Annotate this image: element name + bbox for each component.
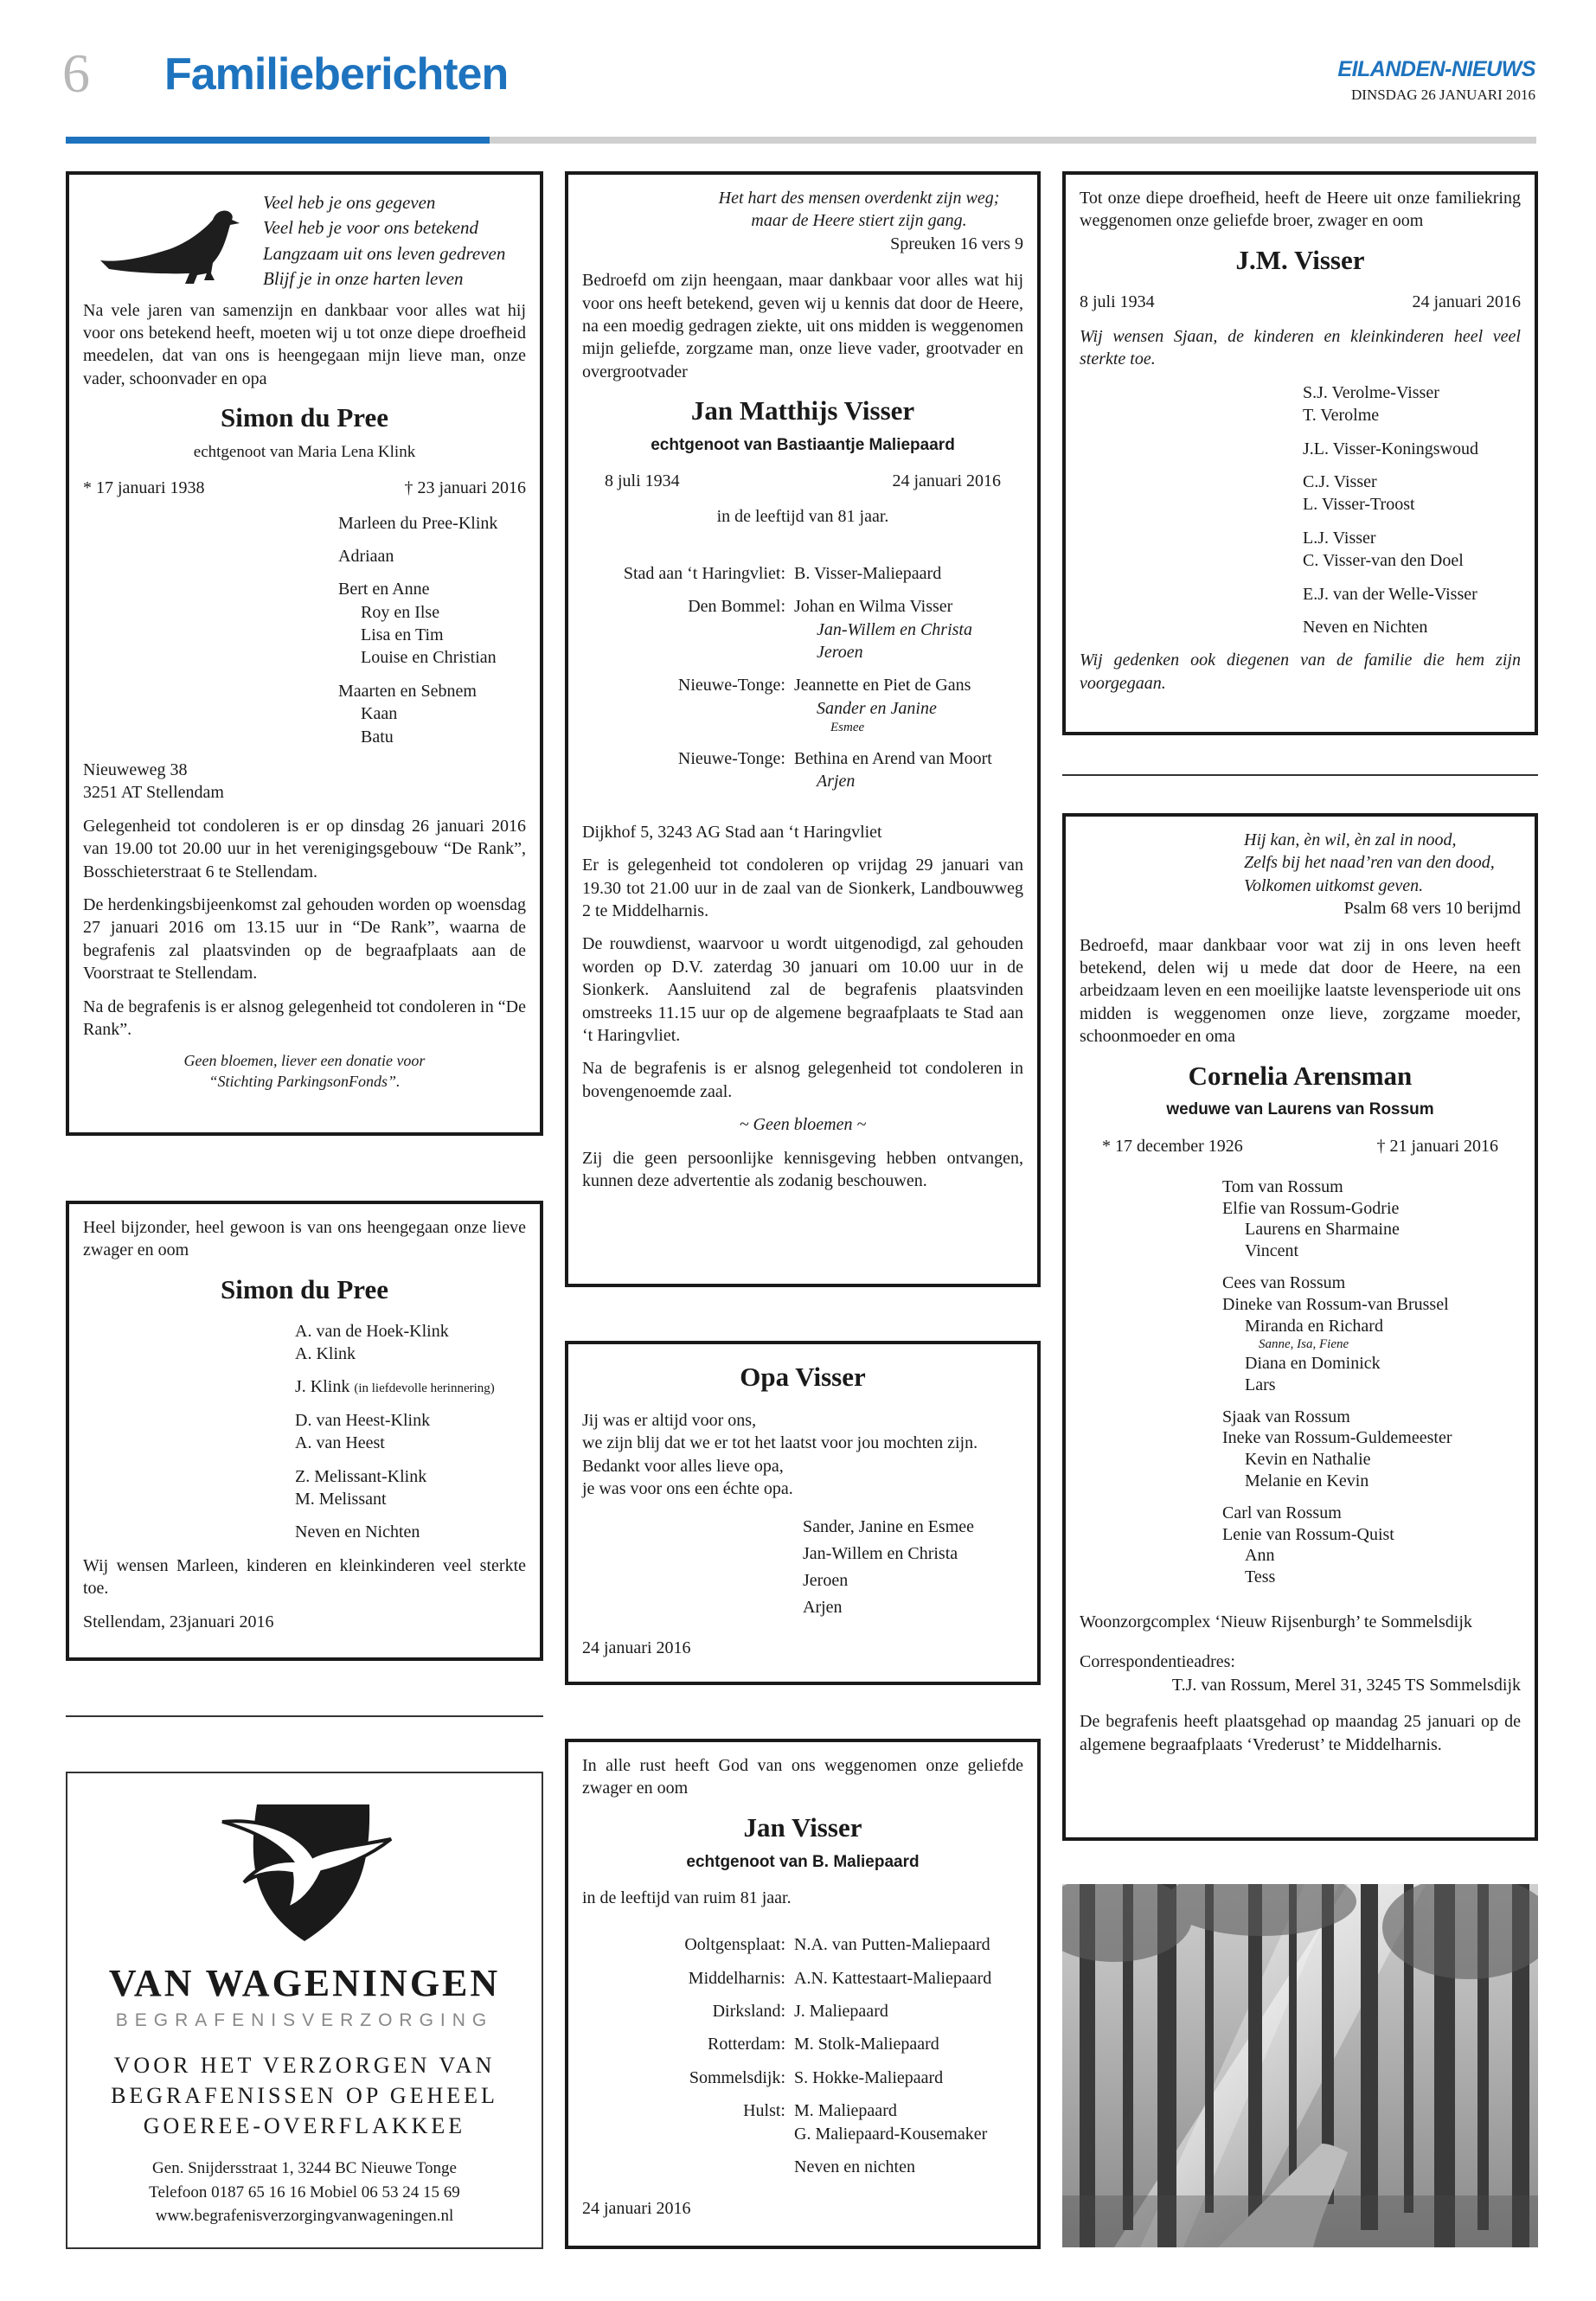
- poem-line: Blijf je in onze harten leven: [263, 268, 464, 290]
- deceased-name: Simon du Pree: [220, 1273, 389, 1304]
- relative-place: Nieuwe-Tonge:: [677, 676, 785, 695]
- family-name: E.J. van der Welle-Visser: [1303, 584, 1477, 604]
- relative-name: Esmee: [830, 721, 865, 735]
- page-number: 6: [62, 42, 90, 104]
- family-name: Tess: [1245, 1567, 1276, 1587]
- family-name: Z. Melissant-Klink: [295, 1466, 427, 1486]
- tribute-line: we zijn blij dat we er tot het laatst voor jou mochten zijn.: [582, 1433, 978, 1453]
- correspondence-address: T.J. van Rossum, Merel 31, 3245 TS Sommelsdijk: [1171, 1675, 1521, 1695]
- notice-intro: Tot onze diepe droefheid, heeft de Heere uit onze familiekring weggenomen onze geliefde broer, zwager en oom: [1080, 189, 1521, 231]
- family-name: Batu: [361, 727, 394, 747]
- tribute-line: je was voor ons een échte opa.: [582, 1479, 793, 1499]
- family-name: Louise en Christian: [361, 648, 497, 668]
- relative-place: Middelharnis:: [688, 1968, 785, 1988]
- family-name: Carl van Rossum: [1222, 1503, 1342, 1522]
- issue-date: DINSDAG 26 JANUARI 2016: [1351, 87, 1535, 103]
- funeral-info: De begrafenis heeft plaatsgehad op maandag 25 januari op de algemene begraafplaats ‘Vrederust’ te Middelharnis.: [1080, 1712, 1521, 1754]
- family-name: J.L. Visser-Koningswoud: [1303, 439, 1479, 458]
- undertaker-name: VAN WAGENINGEN: [108, 1962, 501, 2004]
- family-name: Adriaan: [338, 546, 394, 566]
- family-name: Tom van Rossum: [1222, 1176, 1343, 1196]
- family-name: Maarten en Sebnem: [338, 681, 477, 701]
- header-rule-accent: [66, 137, 490, 144]
- address-line: 3251 AT Stellendam: [83, 783, 224, 803]
- family-name: Dineke van Rossum-van Brussel: [1222, 1294, 1449, 1314]
- notice-intro: Na vele jaren van samenzijn en dankbaar voor alles wat hij voor ons betekend heeft, moeten wij u tot onze diepe droefheid meedelen, dat van ons is heengegaan mijn lieve man, onze vader, schoonvader en opa: [83, 300, 526, 388]
- family-name: L.J. Visser: [1303, 528, 1376, 548]
- relative-name: Johan en Wilma Visser: [794, 597, 953, 617]
- relative-name: J. Maliepaard: [794, 2001, 888, 2021]
- birth-date: * 17 januari 1938: [83, 478, 205, 498]
- undertaker-phone: Telefoon 0187 65 16 16 Mobiel 06 53 24 15 69: [149, 2182, 460, 2202]
- notice-opa-visser: [565, 1341, 1041, 1685]
- family-name: Lars: [1245, 1375, 1276, 1394]
- relative-place: Hulst:: [743, 2101, 785, 2121]
- relative-name: Arjen: [817, 772, 856, 792]
- notice-jan-visser: [565, 1739, 1041, 2249]
- notice-date: 24 januari 2016: [582, 1638, 691, 1658]
- notice-intro: Heel bijzonder, heel gewoon is van ons heengegaan onze lieve zwager en oom: [83, 1218, 526, 1260]
- death-date: 24 januari 2016: [1412, 292, 1521, 311]
- relative-name: N.A. van Putten-Maliepaard: [794, 1935, 990, 1955]
- deceased-name: Jan Matthijs Visser: [690, 395, 915, 426]
- deceased-name: Opa Visser: [740, 1362, 866, 1392]
- family-name: Jan-Willem en Christa: [803, 1544, 958, 1564]
- notice-footer: Zij die geen persoonlijke kennisgeving hebben ontvangen, kunnen deze advertentie als zodanig beschouwen.: [582, 1148, 1023, 1190]
- relative-name: A.N. Kattestaart-Maliepaard: [794, 1968, 992, 1988]
- notice-simon-du-pree-family: [66, 171, 543, 1136]
- family-name: Elfie van Rossum-Godrie: [1222, 1198, 1400, 1218]
- deceased-name: Jan Visser: [743, 1811, 862, 1843]
- family-name: Lisa en Tim: [361, 625, 444, 645]
- dove-shield-logo: [205, 1787, 404, 1952]
- deceased-name: J.M. Visser: [1235, 244, 1365, 275]
- pigeon-icon: [83, 187, 256, 291]
- family-name: Kevin en Nathalie: [1245, 1450, 1371, 1470]
- condolence-after: Na de begrafenis is er alsnog gelegenheid tot condoleren in “De Rank”.: [83, 997, 526, 1039]
- relative-place: Nieuwe-Tonge:: [677, 749, 785, 769]
- family-name: Arjen: [803, 1598, 843, 1618]
- relative-place: Ooltgensplaat:: [684, 1935, 785, 1955]
- family-name: Neven en nichten: [794, 2157, 915, 2176]
- section-title: Familieberichten: [164, 49, 509, 99]
- birth-date: 8 juli 1934: [605, 471, 680, 491]
- family-note: (in liefdevolle herinnering): [354, 1381, 495, 1396]
- residence-line: Woonzorgcomplex ‘Nieuw Rijsenburgh’ te Sommelsdijk: [1080, 1612, 1472, 1632]
- relative-place: Den Bommel:: [688, 597, 785, 617]
- poem-line: Veel heb je voor ons betekend: [263, 217, 478, 239]
- tribute-line: Bedankt voor alles lieve opa,: [582, 1456, 784, 1476]
- verse-reference: Spreuken 16 vers 9: [890, 234, 1023, 253]
- place-date: Stellendam, 23januari 2016: [83, 1612, 274, 1631]
- family-name: Jeroen: [803, 1571, 849, 1591]
- family-name: A. Klink: [295, 1344, 356, 1364]
- notice-date: 24 januari 2016: [582, 2199, 691, 2219]
- publication-logo: EILANDEN-NIEUWS: [1337, 57, 1535, 81]
- family-name: Ineke van Rossum-Guldemeester: [1222, 1428, 1452, 1448]
- family-name: M. Melissant: [295, 1490, 387, 1509]
- service-info: De rouwdienst, waarvoor u wordt uitgenodigd, zal gehouden worden op D.V. zaterdag 30 januari om 10.00 uur in de Sionkerk. Aansluitend zal de begrafenis plaatsvinden omstreeks 11.15 uur op de algemene begraafplaats te Stad aan ‘t Haringvliet.: [582, 934, 1023, 1045]
- notice-cornelia-arensman: [1062, 813, 1538, 1841]
- family-name: Sander, Janine en Esmee: [803, 1517, 975, 1537]
- family-name: Vincent: [1245, 1241, 1299, 1261]
- notice-jm-visser-siblings: [1062, 171, 1538, 735]
- spouse-line: weduwe van Laurens van Rossum: [1166, 1100, 1434, 1119]
- verse-line: Zelfs bij het naad’ren van den dood,: [1244, 853, 1495, 873]
- family-name: J. Klink: [295, 1377, 350, 1397]
- undertaker-subtitle: BEGRAFENISVERZORGING: [115, 2010, 494, 2030]
- relative-name: M. Maliepaard: [794, 2101, 897, 2121]
- closing-line: Wij gedenken ook diegenen van de familie die hem zijn voorgegaan.: [1080, 651, 1521, 693]
- family-name: Ann: [1245, 1546, 1275, 1566]
- family-name: Marleen du Pree-Klink: [338, 513, 498, 533]
- family-name: Neven en Nichten: [295, 1522, 420, 1542]
- age-line: in de leeftijd van 81 jaar.: [716, 506, 889, 526]
- verse-line: Hij kan, èn wil, èn zal in nood,: [1244, 830, 1457, 849]
- relative-place: Stad aan ‘t Haringvliet:: [623, 563, 785, 583]
- column-divider: [1062, 774, 1538, 776]
- relative-name: Bethina en Arend van Moort: [794, 749, 992, 769]
- family-name: Bert en Anne: [338, 580, 430, 599]
- closing-line: “Stichting ParkingsonFonds”.: [208, 1073, 401, 1091]
- no-flowers: ~ Geen bloemen ~: [739, 1115, 867, 1135]
- family-name: Sanne, Isa, Fiene: [1259, 1337, 1349, 1352]
- notice-jan-matthijs-visser: [565, 171, 1041, 1287]
- address-line: Nieuweweg 38: [83, 760, 188, 780]
- family-name: C. Visser-van den Doel: [1303, 551, 1464, 571]
- tagline: BEGRAFENISSEN OP GEHEEL: [111, 2083, 498, 2109]
- family-name: Kaan: [361, 704, 398, 724]
- tribute-line: Jij was er altijd voor ons,: [582, 1410, 757, 1430]
- condolence-info: Gelegenheid tot condoleren is er op dinsdag 26 januari 2016 van 19.00 tot 20.00 uur in het verenigingsgebouw “De Rank”, Bosschieterstraat 6 te Stellendam.: [83, 816, 526, 881]
- relative-name: Jeannette en Piet de Gans: [794, 676, 971, 695]
- relative-place: Sommelsdijk:: [689, 2067, 785, 2087]
- family-name: D. van Heest-Klink: [295, 1410, 431, 1430]
- family-name: Lenie van Rossum-Quist: [1222, 1524, 1394, 1544]
- family-name: C.J. Visser: [1303, 472, 1377, 492]
- family-name: Neven en Nichten: [1303, 617, 1428, 637]
- correspondence-label: Correspondentieadres:: [1080, 1652, 1235, 1672]
- family-name: A. van Heest: [295, 1433, 385, 1453]
- verse-line: maar de Heere stiert zijn gang.: [751, 211, 967, 231]
- column-divider: [66, 1715, 543, 1717]
- relative-name: B. Visser-Maliepaard: [794, 563, 942, 583]
- verse-reference: Psalm 68 vers 10 berijmd: [1343, 899, 1521, 919]
- tagline: GOEREE-OVERFLAKKEE: [143, 2113, 466, 2139]
- spouse-line: echtgenoot van Maria Lena Klink: [193, 443, 416, 462]
- relative-place: Rotterdam:: [708, 2035, 785, 2054]
- tagline: VOOR HET VERZORGEN VAN: [113, 2053, 496, 2078]
- memorial-info: De herdenkingsbijeenkomst zal gehouden worden op woensdag 27 januari 2016 om 13.15 uur in “De Rank”, waarna de begrafenis zal plaatsvinden op de begraafplaats aan de Voorstraat te Stellendam.: [83, 894, 526, 984]
- family-name: Melanie en Kevin: [1245, 1471, 1369, 1491]
- family-name: Roy en Ilse: [361, 602, 440, 622]
- age-line: in de leeftijd van ruim 81 jaar.: [582, 1888, 792, 1907]
- notice-intro: Bedroefd om zijn heengaan, maar dankbaar voor alles wat hij voor ons heeft betekend, geven wij u kennis dat door de Heere, na een moedig gedragen ziekte, uit ons midden is weggenomen mijn geliefde, zorgzame man, onze lieve vader, grootvader en overgrootvader: [582, 271, 1023, 381]
- notice-intro: In alle rust heeft God van ons weggenomen onze geliefde zwager en oom: [582, 1756, 1023, 1798]
- death-date: † 21 januari 2016: [1376, 1136, 1498, 1156]
- family-name: S.J. Verolme-Visser: [1303, 382, 1439, 402]
- undertaker-address: Gen. Snijdersstraat 1, 3244 BC Nieuwe Tonge: [152, 2159, 457, 2178]
- verse-line: Volkomen uitkomst geven.: [1244, 875, 1424, 895]
- relative-name: Jan-Willem en Christa: [817, 619, 972, 639]
- relative-name: Sander en Janine: [817, 698, 937, 718]
- condolence-after: Na de begrafenis is er alsnog gelegenheid tot condoleren in bovengenoemde zaal.: [582, 1059, 1023, 1101]
- forest-photo: [1062, 1884, 1538, 2247]
- family-name: L. Visser-Troost: [1303, 495, 1415, 515]
- undertaker-website[interactable]: www.begrafenisverzorgingvanwageningen.nl: [155, 2207, 454, 2226]
- relative-name: M. Stolk-Maliepaard: [794, 2035, 939, 2054]
- verse-line: Het hart des mensen overdenkt zijn weg;: [718, 189, 1000, 208]
- family-name: Diana en Dominick: [1245, 1354, 1381, 1374]
- family-name: Cees van Rossum: [1222, 1273, 1346, 1293]
- family-name: Miranda en Richard: [1245, 1316, 1383, 1336]
- birth-date: 8 juli 1934: [1080, 292, 1155, 311]
- forest-illustration: [1062, 1884, 1538, 2247]
- death-date: † 23 januari 2016: [404, 478, 526, 498]
- relative-name: Jeroen: [817, 643, 863, 663]
- relative-name: S. Hokke-Maliepaard: [794, 2067, 944, 2087]
- notice-simon-du-pree-inlaws: [66, 1201, 543, 1661]
- family-name: Sjaak van Rossum: [1222, 1407, 1350, 1426]
- poem-line: Langzaam uit ons leven gedreven: [263, 242, 506, 264]
- closing-line: Geen bloemen, liever een donatie voor: [183, 1052, 426, 1070]
- notice-intro: Bedroefd, maar dankbaar voor wat zij in ons leven heeft betekend, delen wij u mede dat door de Heere, na een arbeidzaam leven en een moeilijke laatste levensperiode uit ons midden is weggenomen onze lieve, zorgzame moeder, schoonmoeder en oma: [1080, 935, 1521, 1047]
- condolence-info: Er is gelegenheid tot condoleren op vrijdag 29 januari van 19.30 tot 21.00 uur in de zaal van de Sionkerk, Landbouwweg 2 te Middelharnis.: [582, 856, 1023, 920]
- family-name: Laurens en Sharmaine: [1245, 1220, 1400, 1240]
- spouse-line: echtgenoot van B. Maliepaard: [686, 1852, 920, 1871]
- relative-name: G. Maliepaard-Kousemaker: [794, 2124, 988, 2144]
- family-name: T. Verolme: [1303, 406, 1380, 426]
- wish-text: Wij wensen Marleen, kinderen en kleinkinderen veel sterkte toe.: [83, 1555, 526, 1599]
- wish-text: Wij wensen Sjaan, de kinderen en kleinkinderen heel veel sterkte toe.: [1080, 327, 1521, 369]
- relative-place: Dirksland:: [712, 2001, 785, 2021]
- spouse-line: echtgenoot van Bastiaantje Maliepaard: [651, 436, 955, 455]
- poem-line: Veel heb je ons gegeven: [263, 192, 436, 213]
- death-date: 24 januari 2016: [892, 471, 1001, 491]
- birth-date: * 17 december 1926: [1102, 1136, 1243, 1156]
- undertaker-advertisement: [66, 1772, 543, 2249]
- family-name: A. van de Hoek-Klink: [295, 1321, 449, 1341]
- deceased-name: Cornelia Arensman: [1188, 1060, 1413, 1091]
- deceased-name: Simon du Pree: [220, 402, 389, 433]
- address-line: Dijkhof 5, 3243 AG Stad aan ‘t Haringvliet: [582, 822, 882, 842]
